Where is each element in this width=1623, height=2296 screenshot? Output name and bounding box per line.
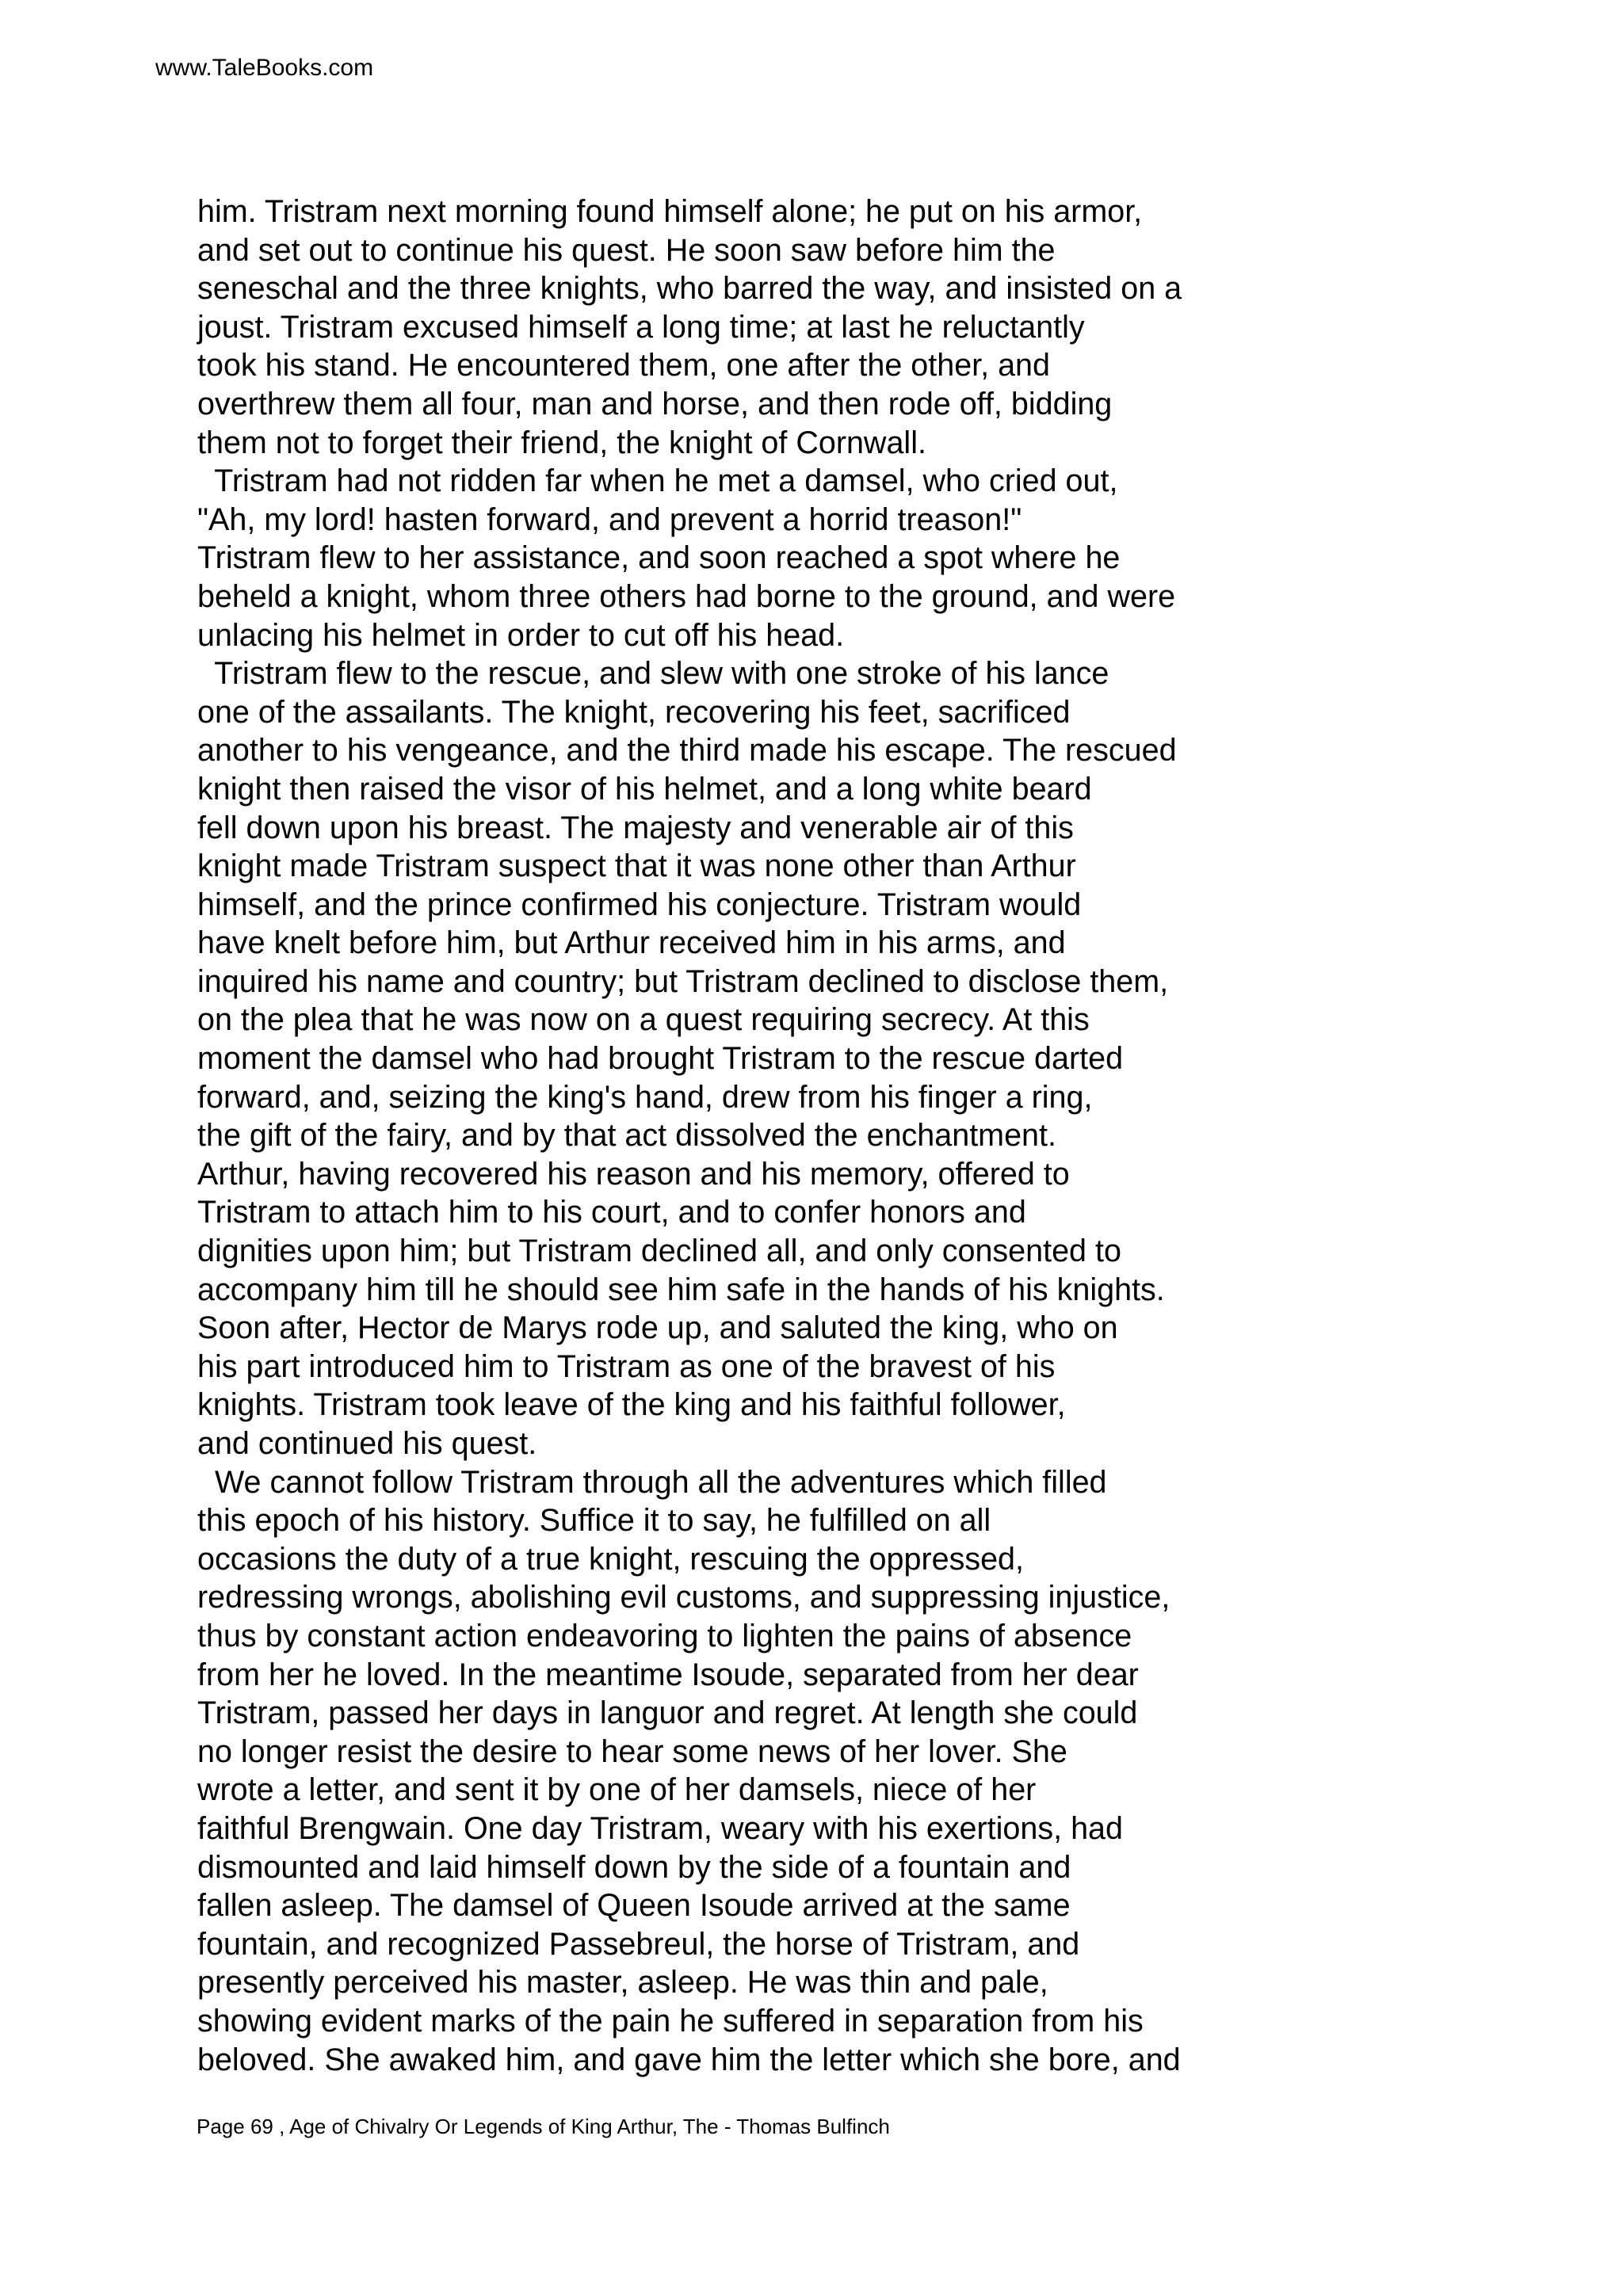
page-footer: Page 69 , Age of Chivalry Or Legends of King Arthur, The - Thomas Bulfinch <box>197 2115 890 2138</box>
text-line: the gift of the fairy, and by that act dissolved the enchantment. <box>197 1118 1056 1154</box>
text-line: presently perceived his master, asleep. He was thin and pale, <box>197 1965 1048 2000</box>
text-line: Tristram flew to the rescue, and slew with one stroke of his lance <box>197 656 1109 692</box>
text-line: fallen asleep. The damsel of Queen Isoude arrived at the same <box>197 1888 1071 1924</box>
text-line: We cannot follow Tristram through all the adventures which filled <box>197 1464 1107 1500</box>
text-line: redressing wrongs, abolishing evil customs, and suppressing injustice, <box>197 1580 1170 1615</box>
text-line: accompany him till he should see him safe in the hands of his knights. <box>197 1272 1165 1307</box>
text-line: overthrew them all four, man and horse, and then rode off, bidding <box>197 386 1113 421</box>
text-line: thus by constant action endeavoring to lighten the pains of absence <box>197 1618 1132 1653</box>
text-line: fountain, and recognized Passebreul, the horse of Tristram, and <box>197 1926 1080 1962</box>
text-line: faithful Brengwain. One day Tristram, weary with his exertions, had <box>197 1810 1123 1846</box>
text-line: no longer resist the desire to hear some news of her lover. She <box>197 1733 1067 1769</box>
text-line: showing evident marks of the pain he suffered in separation from his <box>197 2003 1144 2039</box>
text-line: knight then raised the visor of his helmet, and a long white beard <box>197 771 1092 807</box>
text-line: fell down upon his breast. The majesty and venerable air of this <box>197 810 1074 845</box>
text-line: seneschal and the three knights, who barred the way, and insisted on a <box>197 271 1182 307</box>
text-line: his part introduced him to Tristram as one of the bravest of his <box>197 1348 1056 1384</box>
text-line: unlacing his helmet in order to cut off his head. <box>197 617 845 653</box>
text-line: Tristram had not ridden far when he met a damsel, who cried out, <box>197 463 1118 499</box>
text-line: dignities upon him; but Tristram declined all, and only consented to <box>197 1234 1121 1269</box>
text-line: from her he loved. In the meantime Isoude, separated from her dear <box>197 1657 1139 1692</box>
text-line: this epoch of his history. Suffice it to say, he fulfilled on all <box>197 1503 991 1539</box>
text-line: occasions the duty of a true knight, rescuing the oppressed, <box>197 1541 1024 1577</box>
text-line: took his stand. He encountered them, one after the other, and <box>197 348 1050 383</box>
text-line: Tristram to attach him to his court, and to confer honors and <box>197 1195 1026 1230</box>
text-line: Tristram flew to her assistance, and soon reached a spot where he <box>197 540 1121 576</box>
text-line: "Ah, my lord! hasten forward, and prevent a horrid treason!" <box>197 502 1022 537</box>
text-line: joust. Tristram excused himself a long time; at last he reluctantly <box>197 309 1085 345</box>
text-line: knight made Tristram suspect that it was none other than Arthur <box>197 849 1076 884</box>
body-text <box>197 193 1529 2079</box>
text-line: Arthur, having recovered his reason and his memory, offered to <box>197 1156 1070 1192</box>
site-header: www.TaleBooks.com <box>155 55 374 81</box>
text-line: Tristram, passed her days in languor and regret. At length she could <box>197 1695 1138 1731</box>
text-line: forward, and, seizing the king's hand, drew from his finger a ring, <box>197 1079 1093 1115</box>
text-line: beheld a knight, whom three others had borne to the ground, and were <box>197 578 1176 614</box>
text-line: and continued his quest. <box>197 1426 537 1461</box>
text-line: dismounted and laid himself down by the side of a fountain and <box>197 1849 1071 1885</box>
text-line: himself, and the prince confirmed his conjecture. Tristram would <box>197 887 1082 922</box>
text-line: have knelt before him, but Arthur received him in his arms, and <box>197 925 1066 961</box>
text-line: Soon after, Hector de Marys rode up, and saluted the king, who on <box>197 1310 1118 1346</box>
text-line: wrote a letter, and sent it by one of her damsels, niece of her <box>197 1772 1037 1808</box>
text-line: and set out to continue his quest. He soon saw before him the <box>197 232 1056 268</box>
text-line: on the plea that he was now on a quest requiring secrecy. At this <box>197 1002 1090 1038</box>
text-line: one of the assailants. The knight, recovering his feet, sacrificed <box>197 694 1071 730</box>
text-line: him. Tristram next morning found himself alone; he put on his armor, <box>197 194 1143 229</box>
text-line: them not to forget their friend, the knight of Cornwall. <box>197 425 926 460</box>
text-line: beloved. She awaked him, and gave him the letter which she bore, and <box>197 2042 1181 2077</box>
text-line: knights. Tristram took leave of the king and his faithful follower, <box>197 1387 1066 1423</box>
text-line: inquired his name and country; but Tristram declined to disclose them, <box>197 963 1169 999</box>
text-line: moment the damsel who had brought Tristram to the rescue darted <box>197 1041 1124 1077</box>
text-line: another to his vengeance, and the third made his escape. The rescued <box>197 733 1177 769</box>
